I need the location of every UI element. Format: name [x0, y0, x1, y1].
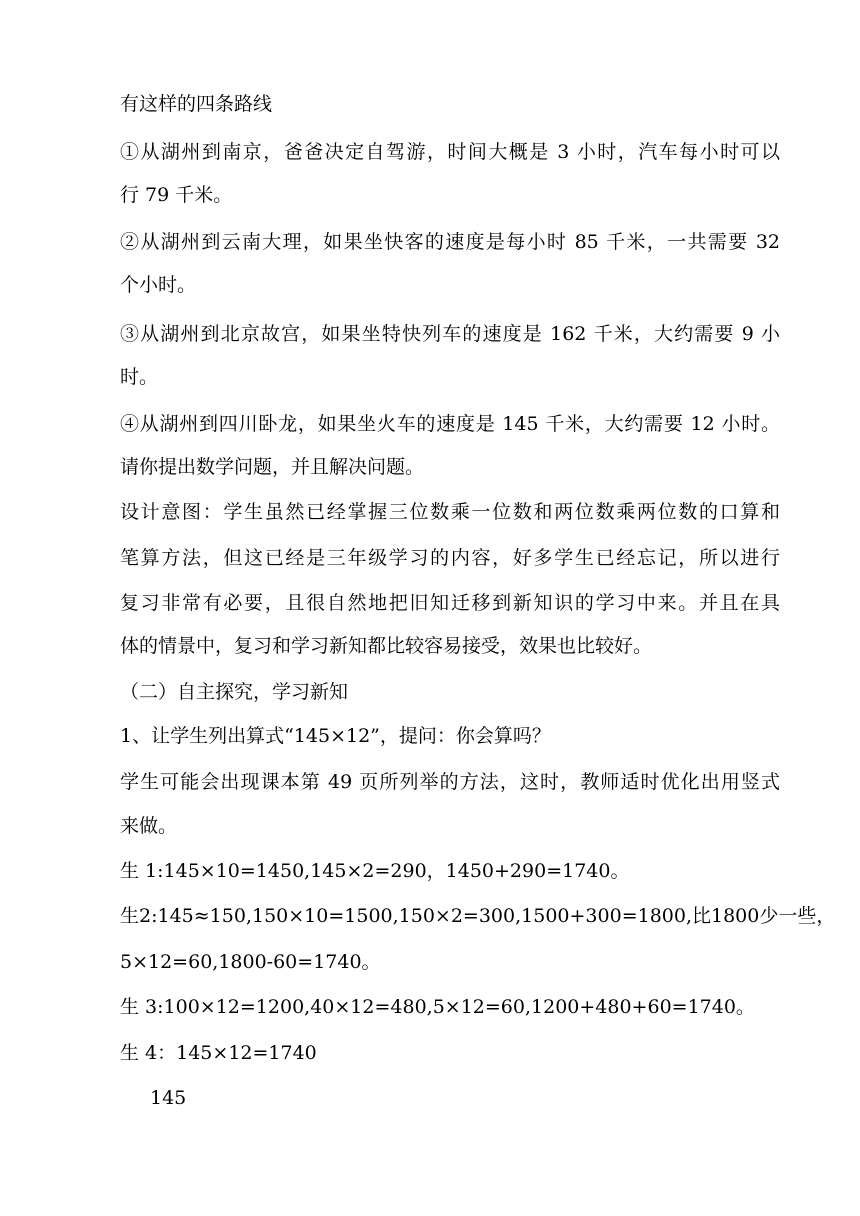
text-line-route-1: ①从湖州到南京，爸爸决定自驾游，时间大概是 3 小时，汽车每小时可以: [120, 141, 780, 163]
section-heading-explore: （二）自主探究，学习新知: [120, 681, 349, 703]
text-line-design-intent: 设计意图：学生虽然已经掌握三位数乘一位数和两位数乘两位数的口算和: [120, 501, 780, 523]
text-line-route-3: ③从湖州到北京故宫，如果坐特快列车的速度是 162 千米，大约需要 9 小: [120, 323, 780, 345]
text-line-student-4: 生 4：145×12=1740: [120, 1042, 317, 1064]
vertical-calc-top-number: 145: [150, 1087, 187, 1109]
text-line-student-methods-cont: 来做。: [120, 815, 178, 837]
text-line-student-1: 生 1:145×10=1450,145×2=290，1450+290=1740。: [120, 860, 630, 882]
text-line-route-1-cont: 行 79 千米。: [120, 184, 233, 206]
text-line-route-4: ④从湖州到四川卧龙，如果坐火车的速度是 145 千米，大约需要 12 小时。: [120, 413, 780, 435]
text-line-student-2-cont: 5×12=60,1800-60=1740。: [120, 951, 381, 973]
text-line-route-3-cont: 时。: [120, 366, 159, 388]
text-line-student-methods: 学生可能会出现课本第 49 页所列举的方法，这时，教师适时优化出用竖式: [120, 771, 780, 793]
text-line-route-intro: 有这样的四条路线: [120, 93, 273, 115]
text-line-student-3: 生 3:100×12=1200,40×12=480,5×12=60,1200+480+60=1740。: [120, 996, 755, 1018]
text-line-route-2: ②从湖州到云南大理，如果坐快客的速度是每小时 85 千米，一共需要 32: [120, 231, 780, 253]
text-line-student-2: 生2:145≈150,150×10=1500,150×2=300,1500+300=1800,比1800少一些，: [120, 905, 836, 927]
text-line-design-intent-4: 体的情景中，复习和学习新知都比较容易接受，效果也比较好。: [120, 635, 653, 657]
text-line-route-2-cont: 个小时。: [120, 274, 197, 296]
text-line-design-intent-2: 笔算方法，但这已经是三年级学习的内容，好多学生已经忘记，所以进行: [120, 547, 780, 569]
text-line-design-intent-3: 复习非常有必要，且很自然地把旧知迁移到新知识的学习中来。并且在具: [120, 592, 780, 614]
text-line-step-1: 1、让学生列出算式“145×12”，提问：你会算吗？: [120, 725, 551, 747]
text-line-task: 请你提出数学问题，并且解决问题。: [120, 456, 425, 478]
